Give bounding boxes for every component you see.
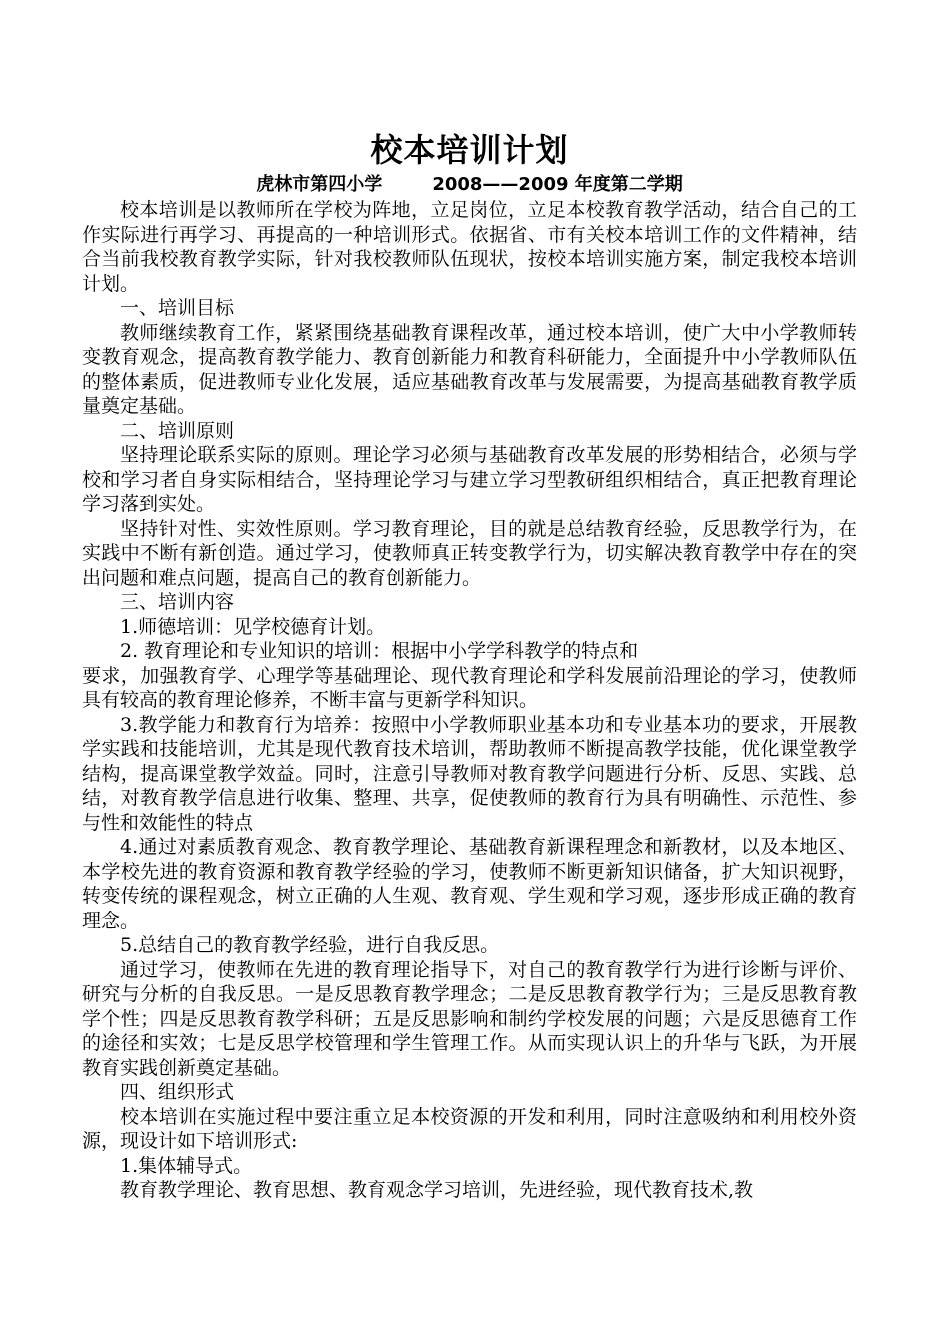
paragraph-reflection: 通过学习，使教师在先进的教育理论指导下，对自己的教育教学行为进行诊断与评价、研究与分析的自我反思。一是反思教育教学理念；二是反思教育教学行为；三是反思教育教学个性；四是反思教育教学科研；五是反思影响和制约学校发展的问题；六是反思德育工作的途径和实效；七是反思学校管理和学生管理工作。从而实现认识上的升华与飞跃，为开展教育实践创新奠定基础。: [82, 958, 857, 1079]
paragraph-content-4: 4.通过对素质教育观念、教育教学理论、基础教育新课程理念和新教材，以及本地区、本学校先进的教育资源和教育教学经验的学习，使教师不断更新知识储备，扩大知识视野，转变传统的课程观念，树立正确的人生观、教育观、学生观和学习观，逐步形成正确的教育理念。: [82, 836, 857, 932]
paragraph-goals: 教师继续教育工作，紧紧围绕基础教育课程改革，通过校本培训，使广大中小学教师转变教育观念，提高教育教学能力、教育创新能力和教育科研能力，全面提升中小学教师队伍的整体素质，促进教师专业化发展，适应基础教育改革与发展需要，为提高基础教育教学质量奠定基础。: [82, 321, 857, 417]
paragraph-principle-theory: 坚持理论联系实际的原则。理论学习必须与基础教育改革发展的形势相结合，必须与学校和学习者自身实际相结合，坚持理论学习与建立学习型教研组织相结合，真正把教育理论学习落到实处。: [82, 444, 857, 515]
paragraph-organization: 校本培训在实施过程中要注重立足本校资源的开发和利用，同时注意吸纳和利用校外资源，现设计如下培训形式:: [82, 1105, 857, 1152]
document-body: [82, 198, 857, 1203]
paragraph-form-1-detail: 教育教学理论、教育思想、教育观念学习培训，先进经验，现代教育技术,教: [120, 1179, 754, 1201]
paragraph-content-1: 1.师德培训：见学校德育计划。: [120, 615, 386, 638]
paragraph-content-3: 3.教学能力和教育行为培养：按照中小学教师职业基本功和专业基本功的要求，开展教学实践和技能培训，尤其是现代教育技术培训，帮助教师不断提高教学技能，优化课堂教学结构，提高课堂教学效益。同时，注意引导教师对教育教学问题进行分析、反思、实践、总结，对教育教学信息进行收集、整理、共享，促使教师的教育行为具有明确性、示范性、参与性和效能性的特点: [82, 713, 857, 834]
paragraph-principle-practical: 坚持针对性、实效性原则。学习教育理论，目的就是总结教育经验，反思教学行为，在实践中不断有新创造。通过学习，使教师真正转变教学行为，切实解决教育教学中存在的突出问题和难点问题，提高自己的教育创新能力。: [82, 517, 857, 589]
paragraph-content-5: 5.总结自己的教育教学经验，进行自我反思。: [120, 934, 500, 956]
section-heading-goals: 一、培训目标: [120, 297, 235, 319]
section-heading-principles: 二、培训原则: [120, 419, 235, 442]
paragraph-content-2-continued: 要求，加强教育学、心理学等基础理论、现代教育理论和学科发展前沿理论的学习，使教师具有较高的教育理论修养，不断丰富与更新学科知识。: [82, 664, 857, 711]
document-page: [82, 0, 857, 1203]
section-heading-content: 三、培训内容: [120, 591, 235, 613]
section-heading-organization: 四、组织形式: [120, 1081, 235, 1103]
paragraph-intro: 校本培训是以教师所在学校为阵地，立足岗位，立足本校教育教学活动，结合自己的工作实际进行再学习、再提高的一种培训形式。依据省、市有关校本培训工作的文件精神，结合当前我校教育教学实际，针对我校教师队伍现状，按校本培训实施方案，制定我校本培训计划。: [82, 199, 857, 295]
paragraph-form-1: 1.集体辅导式。: [120, 1154, 253, 1177]
document-subtitle: 虎林市第四小学 2008——2009 年度第二学期: [256, 174, 683, 195]
paragraph-content-2: 2. 教育理论和专业知识的培训：根据中小学学科教学的特点和: [120, 640, 639, 662]
document-title: 校本培训计划: [370, 131, 569, 169]
